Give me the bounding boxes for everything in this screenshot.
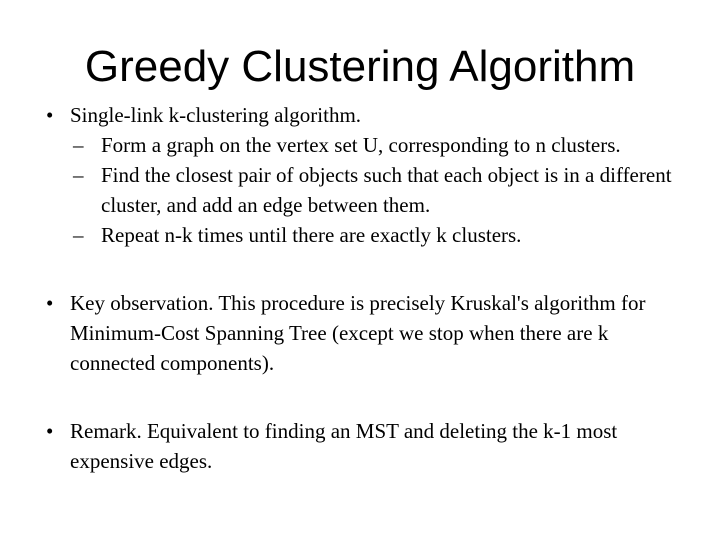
bullet-key-observation <box>0 288 675 378</box>
bullet-remark <box>0 416 675 476</box>
bullet-text: Remark. Equivalent to finding an MST and deleting the k-1 most expensive edges. <box>70 419 618 473</box>
sub-bullet-text: Form a graph on the vertex set U, corresponding to n clusters. <box>101 133 621 157</box>
slide-title: Greedy Clustering Algorithm <box>84 42 636 91</box>
sub-bullet-form-graph <box>0 130 675 160</box>
bullet-text: Key observation. This procedure is precisely Kruskal's algorithm for Minimum-Cost Spanning Tree (except we stop when there are k connected components). <box>70 291 646 375</box>
spacer <box>0 378 720 416</box>
spacer <box>0 250 720 288</box>
bullet-mark: • <box>46 291 54 315</box>
sub-bullet-mark: – <box>73 223 84 247</box>
bullet-mark: • <box>46 103 54 127</box>
sub-bullet-repeat <box>0 220 675 250</box>
sub-bullet-find-closest-pair <box>0 160 675 220</box>
bullet-text: Single-link k-clustering algorithm. <box>70 103 362 127</box>
sub-bullet-mark: – <box>73 133 84 157</box>
slide-body <box>0 100 720 476</box>
bullet-mark: • <box>46 419 54 443</box>
sub-bullet-mark: – <box>73 163 84 187</box>
bullet-single-link <box>0 100 675 130</box>
sub-bullet-text: Repeat n-k times until there are exactly k clusters. <box>101 223 522 247</box>
sub-bullet-text: Find the closest pair of objects such that each object is in a different cluster, and add an edge between them. <box>101 163 672 217</box>
